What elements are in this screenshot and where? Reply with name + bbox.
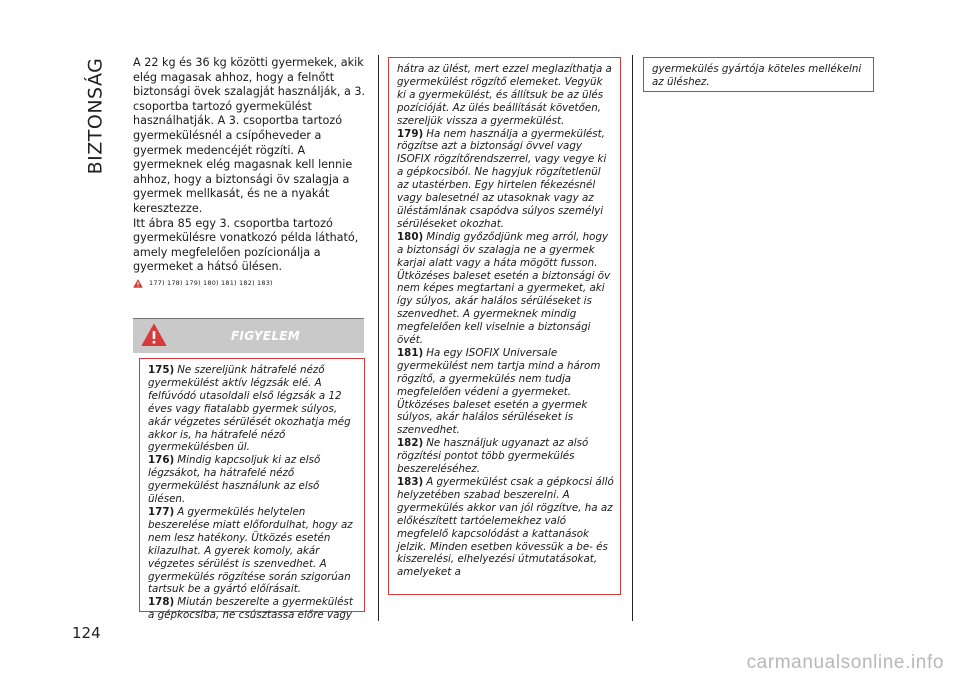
warning-item: 181) Ha egy ISOFIX Universale gyermekülést nem tartja mind a három rögzítő, a gyermekülés nem tudja megfelelően védeni a gyermeket. Ütközéses baleset esetén a gyermek súlyos, akár halálos sérüléseket is szenvedhet.: [397, 346, 601, 437]
warning-item: 183) A gyermekülést csak a gépkocsi álló helyzetében szabad beszerelni. A gyermekülés akkor van jól rögzítve, ha az előkészített tartóelemekhez való megfelelő kapcsolódást a kattanások jelzik. Minden esetben kövessük a be- és kiszerelési, elhelyezési útmutatásokat, amelyeket a: [397, 476, 614, 579]
column-divider: [632, 55, 633, 621]
warning-item: 175) Ne szereljünk hátrafelé néző gyermekülést aktív légzsák elé. A felfúvódó utasoldali első légzsák a 12 éves vagy fiatalabb gyermek súlyos, akár végzetes sérülését okozhatja még akkor is, ha hátrafelé néző gyermekülésben ül.: [148, 364, 351, 454]
warning-continuation: gyermekülés gyártója köteles mellékelni az üléshez.: [652, 63, 862, 88]
warning-item: 176) Mindig kapcsoljuk ki az első légzsákot, ha hátrafelé néző gyermekülést használunk az első ülésen.: [148, 454, 321, 506]
page-number: 124: [72, 624, 101, 642]
warning-box: [139, 358, 365, 622]
warning-triangle-icon: [133, 279, 143, 288]
body-paragraph: Itt ábra 85 egy 3. csoportba tartozó gyermekülésre vonatkozó példa látható, amely megfelelően pozícionálja a gyermeket a hátsó ülésen.: [133, 216, 359, 274]
reference-list: 177) 178) 179) 180) 181) 182) 183): [149, 279, 273, 288]
warning-title: FIGYELEM: [230, 329, 301, 343]
warning-box: [388, 57, 621, 595]
warning-header: [133, 318, 364, 353]
warning-item: 180) Mindig győződjünk meg arról, hogy a biztonsági öv szalagja ne a gyermek karjai alatt vagy a háta mögött fusson. Ütközéses baleset esetén a biztonsági öv nem képes megtartani a gyermeket, aki így súlyos, akár halálos sérüléseket is szenvedhet. A gyermeknek mindig megfelelően kell viselnie a biztonsági övét.: [397, 230, 611, 347]
section-tab: [82, 52, 108, 180]
section-title: BIZTONSÁG: [84, 57, 107, 175]
warning-item: 177) A gyermekülés helytelen beszerelése miatt előfordulhat, hogy az nem lesz hatékony. Ütközés esetén kilazulhat. A gyerek komoly, akár végzetes sérülést is szenvedhet. A gyermekülés rögzítése során szigorúan tartsuk be a gyártó előírásait.: [148, 505, 353, 596]
warning-item: 182) Ne használjuk ugyanazt az alsó rögzítési pontot több gyermekülés beszereléséhez.: [397, 437, 589, 476]
body-column: [133, 56, 369, 288]
column-divider: [378, 55, 379, 621]
watermark: carmanualsonline.info: [746, 652, 944, 673]
body-text: [133, 56, 369, 275]
warning-item: 178) Miután beszerelte a gyermekülést a gépkocsiba, ne csúsztassa előre vagy: [148, 596, 353, 622]
warning-box: [643, 57, 874, 92]
warning-item: 179) Ha nem használja a gyermekülést, rögzítse azt a biztonsági övvel vagy ISOFIX rögzítőrendszerrel, vagy vegye ki a gépkocsiból. Ne hagyjuk rögzítetlenül az utastérben. Egy hirtelen fékezésnél vagy balesetnél az utasoknak vagy az üléstámlának csapódva súlyos személyi sérüléseket okozhat.: [397, 127, 607, 230]
body-paragraph: A 22 kg és 36 kg közötti gyermekek, akik elég magasak ahhoz, hogy a felnőtt biztonsági övek szalagját használják, a 3. csoportba tartozó gyermekülést használhatják. A 3. csoportba tartozó gyermekülésnél a csípőheveder a gyermek medencéjét rögzíti. A gyermeknek elég magasnak kell lennie ahhoz, hogy a biztonsági öv szalagja a gyermek mellkasát, és ne a nyakát keresztezze.: [133, 56, 366, 215]
warning-continuation: hátra az ülést, mert ezzel meglazíthatja a gyermekülést rögzítő elemeket. Vegyük ki a gyermekülést, és állítsuk be az ülés pozícióját. Az ülés beállítását követően, szereljük vissza a gyermekülést.: [397, 63, 612, 127]
warning-references: [133, 279, 369, 288]
